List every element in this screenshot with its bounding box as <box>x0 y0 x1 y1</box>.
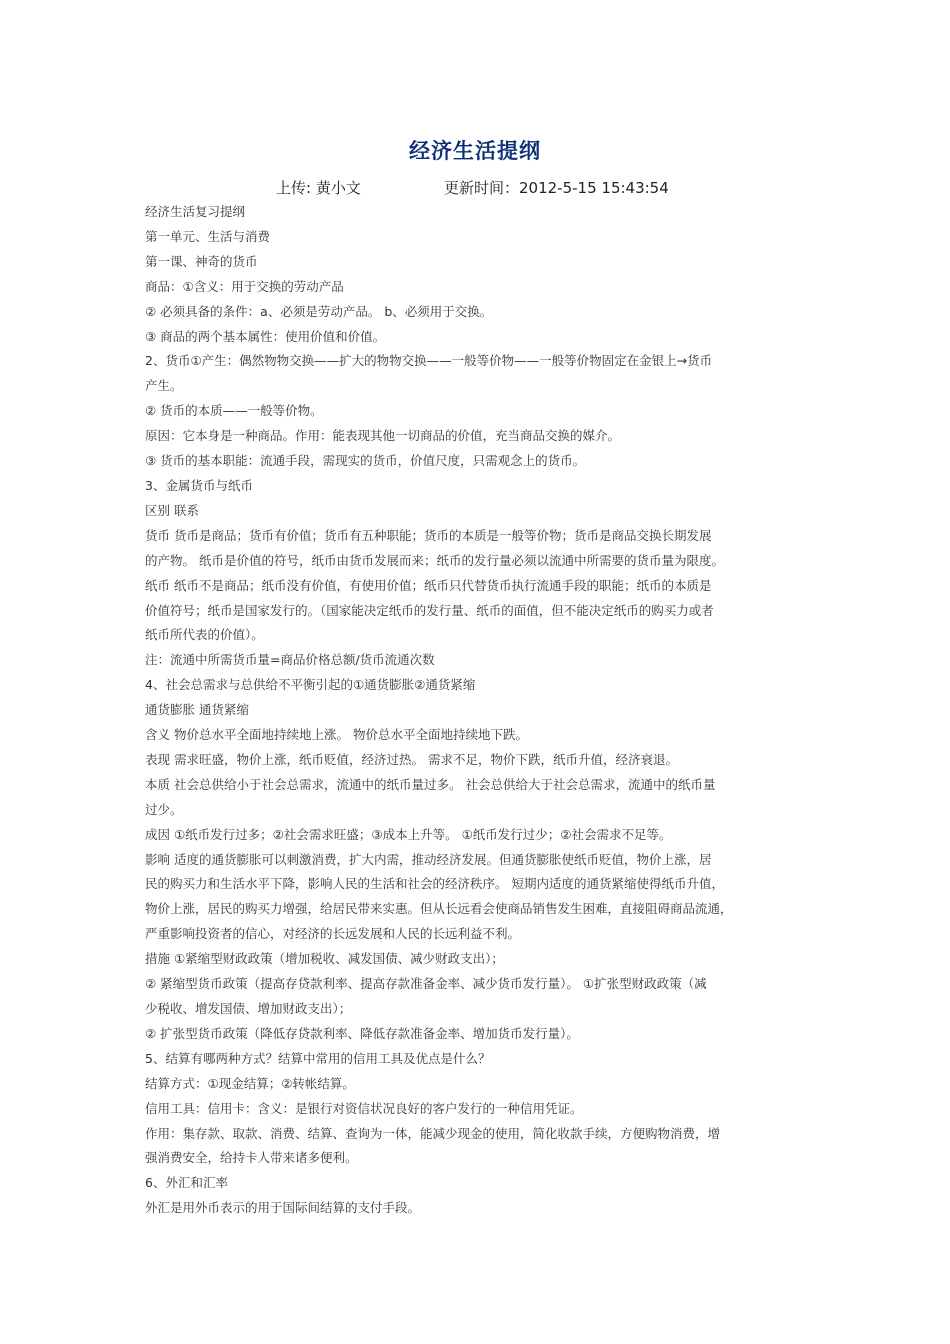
text-line: 4、社会总需求与总供给不平衡引起的①通货膨胀②通货紧缩 <box>145 677 476 693</box>
text-line: 纸币所代表的价值）。 <box>145 627 264 643</box>
text-line: 注：流通中所需货币量=商品价格总额/货币流通次数 <box>145 652 435 668</box>
text-line: 产生。 <box>145 378 183 394</box>
text-line: 第一单元、生活与消费 <box>145 228 271 244</box>
document-body <box>145 200 813 1221</box>
text-line: 过少。 <box>145 801 183 817</box>
text-line: ② 紧缩型货币政策（提高存贷款利率、提高存款准备金率、减少货币发行量）。 ①扩张型财政政策（减 <box>145 976 707 992</box>
text-line: ③ 商品的两个基本属性：使用价值和价值。 <box>145 328 386 344</box>
text-line: 纸币 纸币不是商品；纸币没有价值，有使用价值；纸币只代替货币执行流通手段的职能；纸币的本质是 <box>145 577 712 593</box>
text-line: 区别 联系 <box>145 502 199 518</box>
text-line: 强消费安全，给持卡人带来诸多便利。 <box>145 1150 358 1166</box>
text-line: 商品：①含义：用于交换的劳动产品 <box>145 278 344 294</box>
text-line: 成因 ①纸币发行过多；②社会需求旺盛；③成本上升等。 ①纸币发行过少；②社会需求不足等。 <box>145 826 672 842</box>
text-line: ② 必须具备的条件：a、必须是劳动产品。 b、必须用于交换。 <box>145 303 493 319</box>
text-line: 外汇是用外币表示的用于国际间结算的支付手段。 <box>145 1200 421 1216</box>
text-line: 作用：集存款、取款、消费、结算、查询为一体，能减少现金的使用，简化收款手续，方便购物消费，增 <box>145 1125 721 1141</box>
text-line: 措施 ①紧缩型财政政策（增加税收、减发国债、减少财政支出）； <box>145 951 504 967</box>
text-line: 6、外汇和汇率 <box>145 1175 228 1191</box>
text-line: 结算方式：①现金结算；②转帐结算。 <box>145 1075 355 1091</box>
text-line: 的产物。 纸币是价值的符号，纸币由货币发展而来；纸币的发行量必须以流通中所需要的货币量为限度。 <box>145 552 724 568</box>
text-line: 表现 需求旺盛，物价上涨，纸币贬值，经济过热。 需求不足，物价下跌，纸币升值，经济衰退。 <box>145 751 678 767</box>
text-line: 价值符号；纸币是国家发行的。（国家能决定纸币的发行量、纸币的面值，但不能决定纸币的购买力或者 <box>145 602 714 618</box>
text-line: 通货膨胀 通货紧缩 <box>145 702 249 718</box>
page-title: 经济生活提纲 <box>409 139 541 163</box>
text-line: 含义 物价总水平全面地持续地上涨。 物价总水平全面地持续地下跌。 <box>145 727 528 743</box>
text-line: 信用工具：信用卡：含义：是银行对资信状况良好的客户发行的一种信用凭证。 <box>145 1100 583 1116</box>
text-line: ② 扩张型货币政策（降低存贷款利率、降低存款准备金率、增加货币发行量）。 <box>145 1025 579 1041</box>
document-meta <box>0 175 950 201</box>
text-line: 少税收、增发国债、增加财政支出）； <box>145 1001 352 1016</box>
text-line: 货币 货币是商品；货币有价值；货币有五种职能；货币的本质是一般等价物；货币是商品交换长期发展 <box>145 527 712 543</box>
text-line: 第一课、神奇的货币 <box>145 253 258 269</box>
text-line: 本质 社会总供给小于社会总需求，流通中的纸币量过多。 社会总供给大于社会总需求，流通中的纸币量 <box>145 776 716 792</box>
text-line: 严重影响投资者的信心，对经济的长远发展和人民的长远利益不利。 <box>145 926 521 942</box>
text-line: ③ 货币的基本职能：流通手段，需现实的货币，价值尺度，只需观念上的货币。 <box>145 453 586 469</box>
uploader-info: 上传: 黄小文 <box>276 179 361 197</box>
text-line: 5、结算有哪两种方式？结算中常用的信用工具及优点是什么？ <box>145 1050 491 1066</box>
update-time: 更新时间：2012-5-15 15:43:54 <box>444 179 669 197</box>
text-line: 经济生活复习提纲 <box>145 204 246 219</box>
text-line: ② 货币的本质——一般等价物。 <box>145 403 323 419</box>
text-line: 3、金属货币与纸币 <box>145 477 253 493</box>
text-line: 原因：它本身是一种商品。作用：能表现其他一切商品的价值，充当商品交换的媒介。 <box>145 428 621 444</box>
text-line: 影响 适度的通货膨胀可以刺激消费，扩大内需，推动经济发展。但通货膨胀使纸币贬值，物价上涨，居 <box>145 851 712 867</box>
text-line: 2、货币①产生：偶然物物交换——扩大的物物交换——一般等价物——一般等价物固定在金银上→货币 <box>145 353 713 369</box>
text-line: 民的购买力和生活水平下降，影响人民的生活和社会的经济秩序。 短期内适度的通货紧缩使得纸币升值， <box>145 876 724 892</box>
text-line: 物价上涨，居民的购买力增强，给居民带来实惠。但从长远看会使商品销售发生困难，直接阻碍商品流通， <box>145 901 733 917</box>
